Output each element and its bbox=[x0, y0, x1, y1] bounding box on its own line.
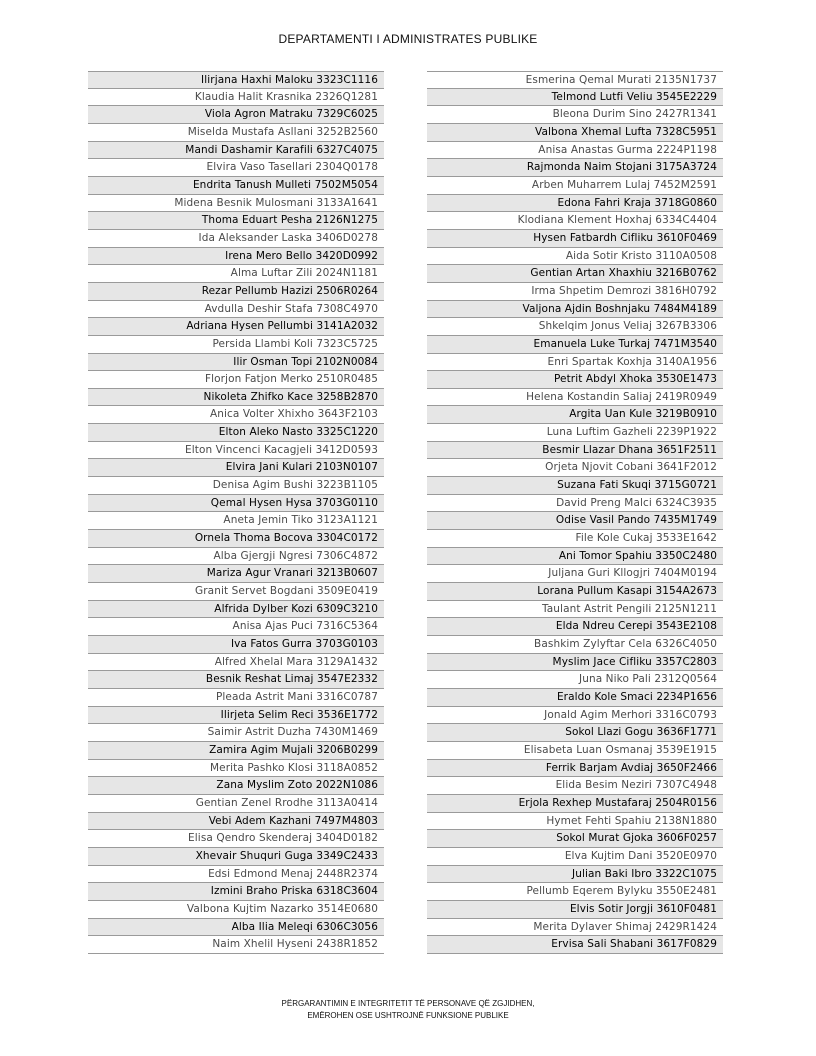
list-item: Viola Agron Matraku 7329C6025 bbox=[88, 106, 384, 124]
list-item: Nikoleta Zhifko Kace 3258B2870 bbox=[88, 389, 384, 407]
list-item: Ervisa Sali Shabani 3617F0829 bbox=[427, 936, 723, 954]
list-item: Elisabeta Luan Osmanaj 3539E1915 bbox=[427, 742, 723, 760]
list-item: Florjon Fatjon Merko 2510R0485 bbox=[88, 371, 384, 389]
list-item: Suzana Fati Skuqi 3715G0721 bbox=[427, 477, 723, 495]
list-item: Klodiana Klement Hoxhaj 6334C4404 bbox=[427, 212, 723, 230]
list-item: Elda Ndreu Cerepi 3543E2108 bbox=[427, 618, 723, 636]
page-title: DEPARTAMENTI I ADMINISTRATES PUBLIKE bbox=[278, 32, 538, 46]
right-name-list bbox=[427, 71, 723, 954]
list-item: Luna Luftim Gazheli 2239P1922 bbox=[427, 424, 723, 442]
list-item: Vebi Adem Kazhani 7497M4803 bbox=[88, 813, 384, 831]
list-item: Petrit Abdyl Xhoka 3530E1473 bbox=[427, 371, 723, 389]
list-item: Jonald Agim Merhori 3316C0793 bbox=[427, 707, 723, 725]
list-item: Elvira Jani Kulari 2103N0107 bbox=[88, 459, 384, 477]
list-item: Persida Llambi Koli 7323C5725 bbox=[88, 336, 384, 354]
list-item: Emanuela Luke Turkaj 7471M3540 bbox=[427, 336, 723, 354]
list-item: Mandi Dashamir Karafili 6327C4075 bbox=[88, 142, 384, 160]
list-item: Pleada Astrit Mani 3316C0787 bbox=[88, 689, 384, 707]
list-item: Naim Xhelil Hyseni 2438R1852 bbox=[88, 936, 384, 954]
list-item: Ani Tomor Spahiu 3350C2480 bbox=[427, 548, 723, 566]
list-item: Ilir Osman Topi 2102N0084 bbox=[88, 354, 384, 372]
list-item: Mariza Agur Vranari 3213B0607 bbox=[88, 565, 384, 583]
list-item: Elton Aleko Nasto 3325C1220 bbox=[88, 424, 384, 442]
list-item: Hymet Fehti Spahiu 2138N1880 bbox=[427, 813, 723, 831]
list-item: Valbona Kujtim Nazarko 3514E0680 bbox=[88, 901, 384, 919]
list-item: Bashkim Zylyftar Cela 6326C4050 bbox=[427, 636, 723, 654]
list-item: Edsi Edmond Menaj 2448R2374 bbox=[88, 866, 384, 884]
list-item: Avdulla Deshir Stafa 7308C4970 bbox=[88, 301, 384, 319]
list-item: Myslim Jace Cifliku 3357C2803 bbox=[427, 654, 723, 672]
list-item: Sokol Llazi Gogu 3636F1771 bbox=[427, 724, 723, 742]
list-item: Shkelqim Jonus Veliaj 3267B3306 bbox=[427, 318, 723, 336]
list-item: Merita Pashko Klosi 3118A0852 bbox=[88, 760, 384, 778]
left-name-list bbox=[88, 71, 384, 954]
list-item: Anisa Anastas Gurma 2224P1198 bbox=[427, 142, 723, 160]
list-item: Alba Gjergji Ngresi 7306C4872 bbox=[88, 548, 384, 566]
list-item: Irena Mero Bello 3420D0992 bbox=[88, 248, 384, 266]
list-item: Saimir Astrit Duzha 7430M1469 bbox=[88, 724, 384, 742]
list-item: Eraldo Kole Smaci 2234P1656 bbox=[427, 689, 723, 707]
list-item: Thoma Eduart Pesha 2126N1275 bbox=[88, 212, 384, 230]
list-item: Esmerina Qemal Murati 2135N1737 bbox=[427, 71, 723, 89]
list-item: Ilirjeta Selim Reci 3536E1772 bbox=[88, 707, 384, 725]
list-item: Irma Shpetim Demrozi 3816H0792 bbox=[427, 283, 723, 301]
list-item: Denisa Agim Bushi 3223B1105 bbox=[88, 477, 384, 495]
list-item: Ferrik Barjam Avdiaj 3650F2466 bbox=[427, 760, 723, 778]
list-item: Erjola Rexhep Mustafaraj 2504R0156 bbox=[427, 795, 723, 813]
list-item: File Kole Cukaj 3533E1642 bbox=[427, 530, 723, 548]
list-item: Rajmonda Naim Stojani 3175A3724 bbox=[427, 159, 723, 177]
list-item: Orjeta Njovit Cobani 3641F2012 bbox=[427, 459, 723, 477]
list-item: Gentian Zenel Rrodhe 3113A0414 bbox=[88, 795, 384, 813]
list-item: Rezar Pellumb Hazizi 2506R0264 bbox=[88, 283, 384, 301]
list-item: Elva Kujtim Dani 3520E0970 bbox=[427, 848, 723, 866]
list-item: Aida Sotir Kristo 3110A0508 bbox=[427, 248, 723, 266]
list-item: Alba Ilia Meleqi 6306C3056 bbox=[88, 919, 384, 937]
list-item: Sokol Murat Gjoka 3606F0257 bbox=[427, 830, 723, 848]
footer-line-2: EMËROHEN OSE USHTROJNË FUNKSIONE PUBLIKE bbox=[307, 1011, 509, 1020]
list-item: Merita Dylaver Shimaj 2429R1424 bbox=[427, 919, 723, 937]
list-item: Adriana Hysen Pellumbi 3141A2032 bbox=[88, 318, 384, 336]
list-item: Pellumb Eqerem Bylyku 3550E2481 bbox=[427, 883, 723, 901]
list-item: Juljana Guri Kllogjri 7404M0194 bbox=[427, 565, 723, 583]
list-item: Klaudia Halit Krasnika 2326Q1281 bbox=[88, 89, 384, 107]
list-item: Hysen Fatbardh Cifliku 3610F0469 bbox=[427, 230, 723, 248]
list-item: Iva Fatos Gurra 3703G0103 bbox=[88, 636, 384, 654]
list-item: Granit Servet Bogdani 3509E0419 bbox=[88, 583, 384, 601]
footer-line-1: PËRGARANTIMIN E INTEGRITETIT TË PERSONAVE QË ZGJIDHEN, bbox=[281, 999, 535, 1008]
list-item: Edona Fahri Kraja 3718G0860 bbox=[427, 195, 723, 213]
list-item: Gentian Artan Xhaxhiu 3216B0762 bbox=[427, 265, 723, 283]
list-item: Valjona Ajdin Boshnjaku 7484M4189 bbox=[427, 301, 723, 319]
list-item: Helena Kostandin Saliaj 2419R0949 bbox=[427, 389, 723, 407]
list-item: Bleona Durim Sino 2427R1341 bbox=[427, 106, 723, 124]
list-item: Anica Volter Xhixho 3643F2103 bbox=[88, 406, 384, 424]
list-item: Julian Baki Ibro 3322C1075 bbox=[427, 866, 723, 884]
list-item: Elvis Sotir Jorgji 3610F0481 bbox=[427, 901, 723, 919]
list-item: Elvira Vaso Tasellari 2304Q0178 bbox=[88, 159, 384, 177]
list-item: Enri Spartak Koxhja 3140A1956 bbox=[427, 354, 723, 372]
list-item: Juna Niko Pali 2312Q0564 bbox=[427, 671, 723, 689]
list-item: Alma Luftar Zili 2024N1181 bbox=[88, 265, 384, 283]
list-item: Taulant Astrit Pengili 2125N1211 bbox=[427, 601, 723, 619]
list-item: Anisa Ajas Puci 7316C5364 bbox=[88, 618, 384, 636]
list-item: Midena Besnik Mulosmani 3133A1641 bbox=[88, 195, 384, 213]
list-item: Izmini Braho Priska 6318C3604 bbox=[88, 883, 384, 901]
list-item: Endrita Tanush Mulleti 7502M5054 bbox=[88, 177, 384, 195]
footer-note bbox=[0, 998, 816, 1022]
list-item: Elisa Qendro Skenderaj 3404D0182 bbox=[88, 830, 384, 848]
list-item: Besmir Llazar Dhana 3651F2511 bbox=[427, 442, 723, 460]
list-item: Ilirjana Haxhi Maloku 3323C1116 bbox=[88, 71, 384, 89]
list-item: Alfred Xhelal Mara 3129A1432 bbox=[88, 654, 384, 672]
list-item: Besnik Reshat Limaj 3547E2332 bbox=[88, 671, 384, 689]
list-item: David Preng Malci 6324C3935 bbox=[427, 495, 723, 513]
list-item: Telmond Lutfi Veliu 3545E2229 bbox=[427, 89, 723, 107]
list-item: Miselda Mustafa Asllani 3252B2560 bbox=[88, 124, 384, 142]
list-item: Aneta Jemin Tiko 3123A1121 bbox=[88, 512, 384, 530]
list-item: Arben Muharrem Lulaj 7452M2591 bbox=[427, 177, 723, 195]
list-item: Alfrida Dylber Kozi 6309C3210 bbox=[88, 601, 384, 619]
list-item: Argita Uan Kule 3219B0910 bbox=[427, 406, 723, 424]
list-item: Elton Vincenci Kacagjeli 3412D0593 bbox=[88, 442, 384, 460]
list-item: Valbona Xhemal Lufta 7328C5951 bbox=[427, 124, 723, 142]
list-item: Zana Myslim Zoto 2022N1086 bbox=[88, 777, 384, 795]
list-item: Odise Vasil Pando 7435M1749 bbox=[427, 512, 723, 530]
list-item: Ornela Thoma Bocova 3304C0172 bbox=[88, 530, 384, 548]
list-item: Elida Besim Neziri 7307C4948 bbox=[427, 777, 723, 795]
list-item: Xhevair Shuquri Guga 3349C2433 bbox=[88, 848, 384, 866]
list-item: Lorana Pullum Kasapi 3154A2673 bbox=[427, 583, 723, 601]
list-item: Qemal Hysen Hysa 3703G0110 bbox=[88, 495, 384, 513]
list-item: Zamira Agim Mujali 3206B0299 bbox=[88, 742, 384, 760]
list-item: Ida Aleksander Laska 3406D0278 bbox=[88, 230, 384, 248]
